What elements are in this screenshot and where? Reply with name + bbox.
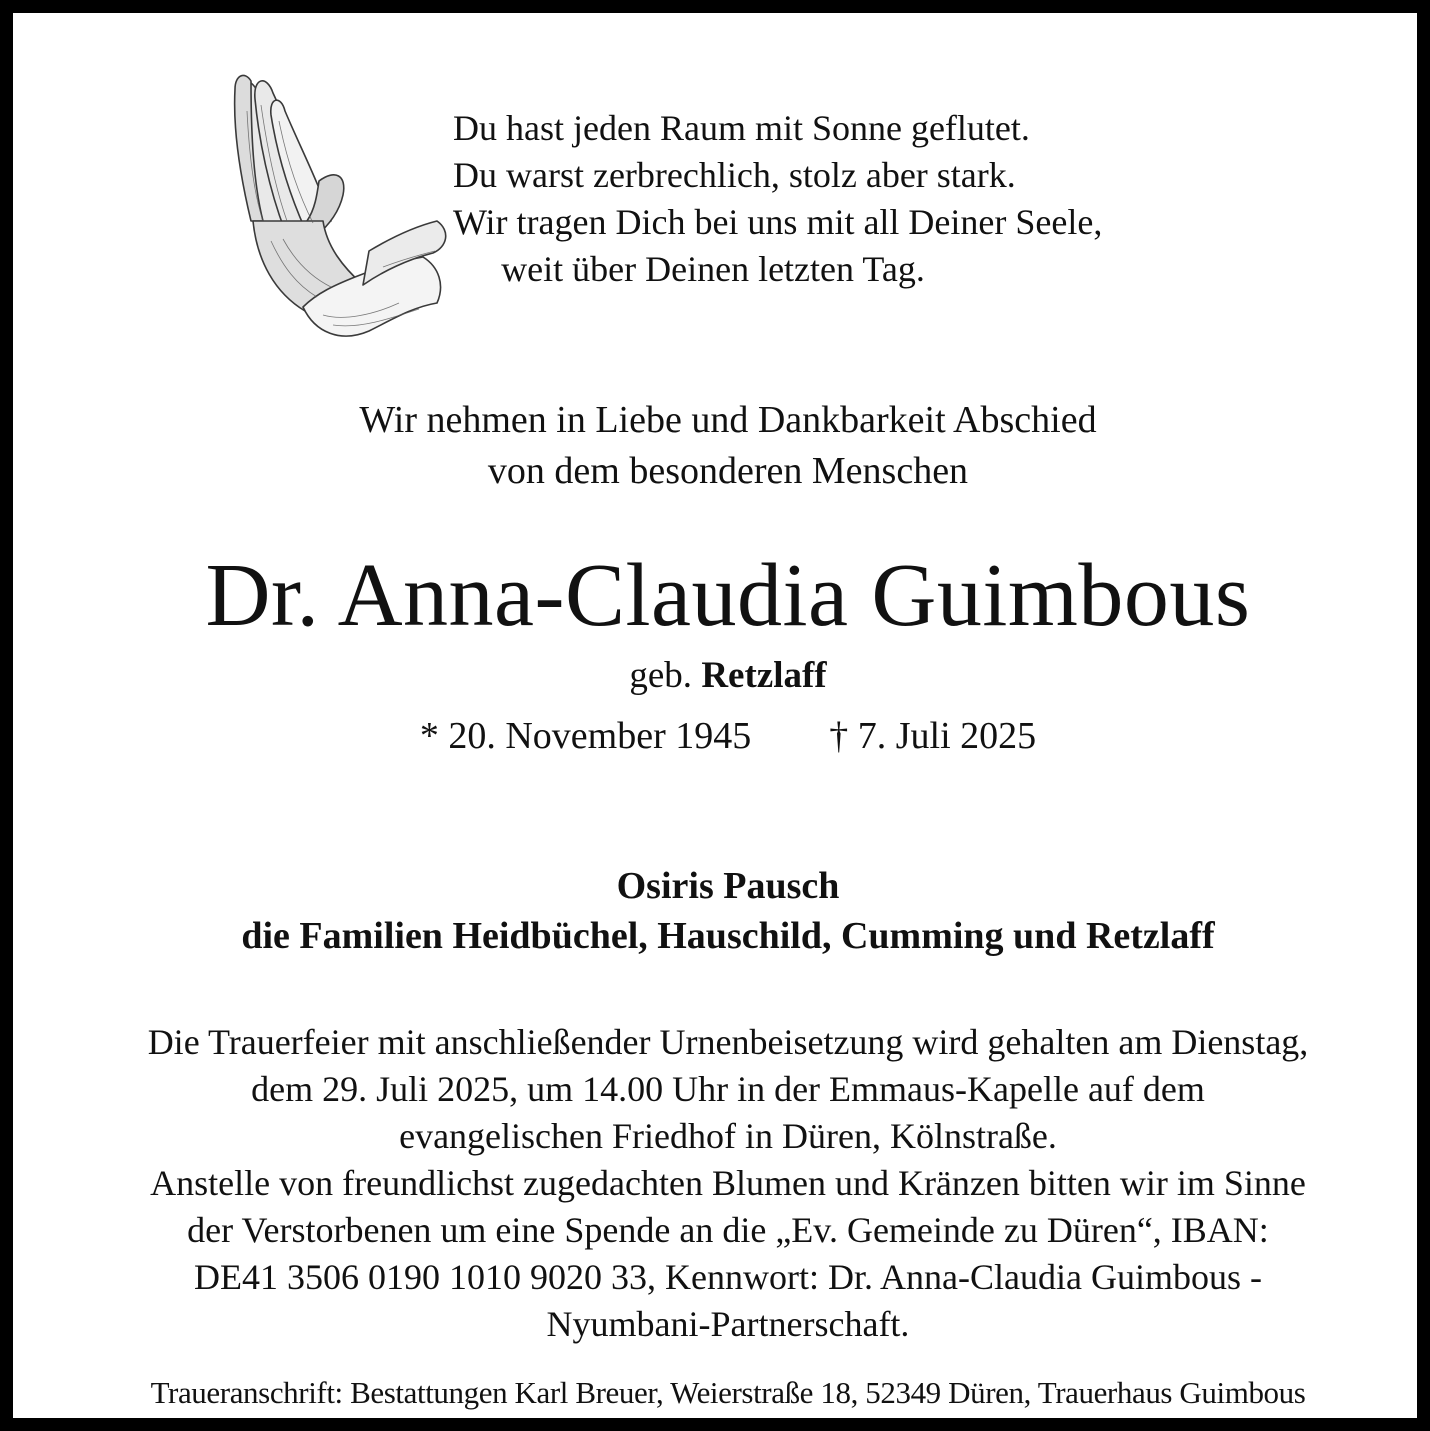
poem-line: Du hast jeden Raum mit Sonne geflutet. (453, 108, 1030, 148)
notice-line: Anstelle von freundlichst zugedachten Blumen und Kränzen bitten wir im Sinne (150, 1163, 1306, 1203)
maiden-name: Retzlaff (701, 655, 827, 696)
notice-line: Nyumbani-Partnerschaft. (546, 1304, 910, 1344)
notice-line: evangelischen Friedhof in Düren, Kölnstraße. (399, 1116, 1057, 1156)
praying-hands-icon (223, 71, 453, 346)
born-prefix: geb. (629, 655, 693, 696)
poem-line: Wir tragen Dich bei uns mit all Deiner Seele, (453, 202, 1103, 242)
funeral-notice (13, 1019, 1430, 1348)
mourner-line: Osiris Pausch (616, 865, 840, 907)
birth-date: * 20. November 1945 (419, 715, 752, 757)
life-dates (13, 711, 1430, 761)
notice-line: DE41 3506 0190 1010 9020 33, Kennwort: Dr. Anna-Claudia Guimbous - (194, 1257, 1262, 1297)
deceased-name: Dr. Anna-Claudia Guimbous (205, 546, 1251, 645)
farewell-line: von dem besonderen Menschen (487, 450, 969, 492)
poem (453, 105, 1103, 293)
poem-line: weit über Deinen letzten Tag. (501, 249, 925, 289)
mourning-address: Traueranschrift: Bestattungen Karl Breuer, Weierstraße 18, 52349 Düren, Trauerhaus Guimbous (150, 1375, 1306, 1410)
farewell-line: Wir nehmen in Liebe und Dankbarkeit Abschied (359, 399, 1097, 441)
mourners (13, 861, 1430, 961)
notice-line: der Verstorbenen um eine Spende an die „Ev. Gemeinde zu Düren“, IBAN: (187, 1210, 1269, 1250)
mourner-line: die Familien Heidbüchel, Hauschild, Cumming und Retzlaff (241, 915, 1215, 957)
farewell-text (13, 395, 1430, 497)
notice-line: dem 29. Juli 2025, um 14.00 Uhr in der Emmaus-Kapelle auf dem (251, 1069, 1205, 1109)
poem-line: Du warst zerbrechlich, stolz aber stark. (453, 155, 1016, 195)
death-date: † 7. Juli 2025 (829, 715, 1037, 757)
notice-line: Die Trauerfeier mit anschließender Urnenbeisetzung wird gehalten am Dienstag, (147, 1022, 1309, 1062)
birth-name (13, 653, 1430, 699)
